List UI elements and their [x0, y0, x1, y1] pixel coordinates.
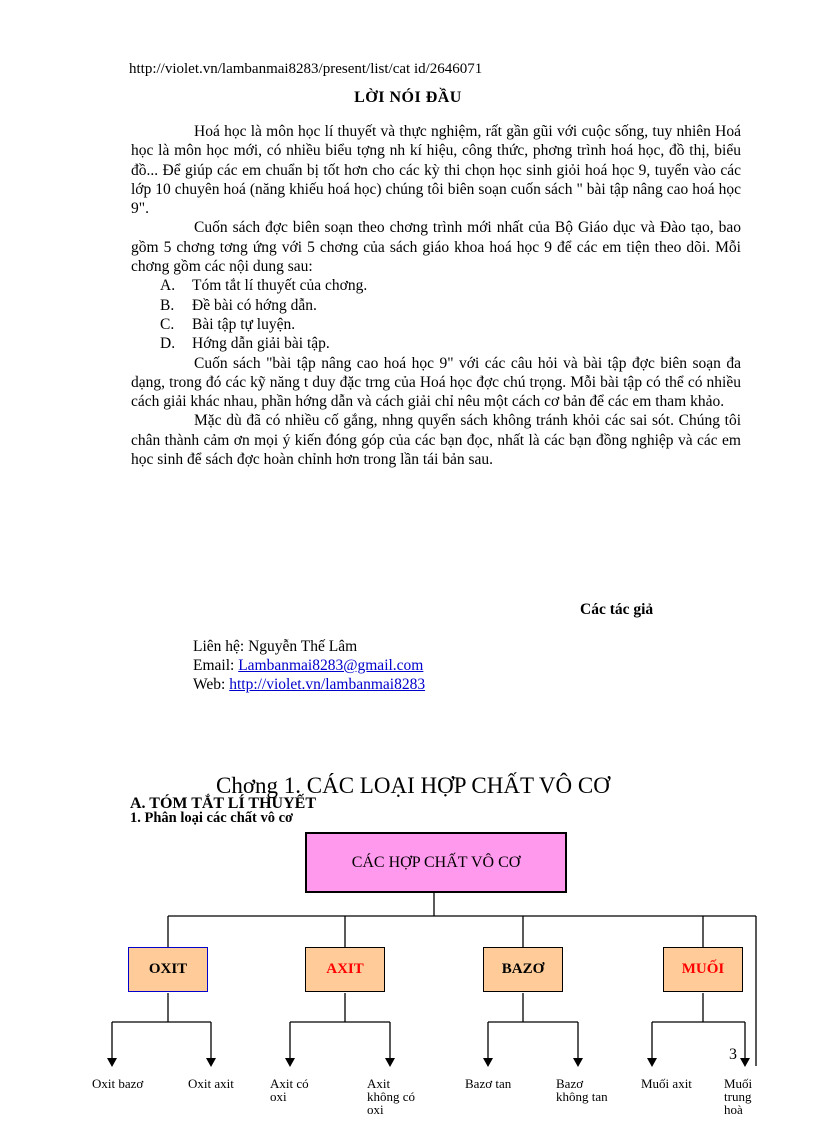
category-box-oxit: OXIT: [128, 947, 208, 992]
email-link[interactable]: Lambanmai8283@gmail.com: [238, 657, 424, 674]
page-number: 3: [729, 1046, 737, 1063]
leaf-label: Muối trung hoà: [724, 1076, 753, 1117]
list-text: Hớng dẫn giải bài tập.: [192, 335, 330, 353]
web-link[interactable]: http://violet.vn/lambanmai8283: [229, 676, 426, 693]
page-title: LỜI NÓI ĐẦU: [354, 89, 462, 106]
contact-name: Liên hệ: Nguyễn Thế Lâm: [193, 638, 358, 655]
leaf-label: Axit không có oxi: [367, 1076, 416, 1117]
chapter-title: Chơng 1. CÁC LOẠI HỢP CHẤT VÔ CƠ: [216, 773, 610, 798]
leaf-label: Muối axit: [641, 1076, 692, 1091]
list-marker: B.: [160, 296, 175, 314]
header-url: http://violet.vn/lambanmai8283/present/list/cat id/2646071: [129, 61, 483, 77]
paragraph: Cuốn sách đợc biên soạn theo chơng trình mới nhất của Bộ Giáo dục và Đào tạo, bao gồm 5 chơng tơng ứng với 5 chơng của sách giáo khoa hoá học 9 để các em tiện theo dõi. Mỗi chơng gồm các nội dung sau:: [131, 219, 741, 276]
list-text: Tóm tắt lí thuyết của chơng.: [192, 277, 368, 295]
section-heading-a: A. TÓM TẮT LÍ THUYẾT: [130, 795, 316, 812]
list-marker: A.: [160, 277, 176, 295]
leaf-label: Oxit axit: [188, 1076, 234, 1091]
section-heading-1: 1. Phân loại các chất vô cơ: [130, 810, 294, 826]
category-box-muoi: MUỐI: [663, 947, 743, 992]
list-marker: C.: [160, 315, 175, 333]
paragraph: Cuốn sách "bài tập nâng cao hoá học 9" với các câu hỏi và bài tập đợc biên soạn đa dạng, trong đó các kỹ năng t duy đặc trng của Hoá học đợc chú trọng. Mỗi bài tập có thể có nhiều cách giải khác nhau, phần hớng dẫn và cách giải chỉ nêu một cách cơ bản để các em tham khảo.: [131, 354, 741, 411]
authors-signature: Các tác giả: [580, 601, 654, 618]
email-label: Email:: [193, 657, 239, 674]
list-marker: D.: [160, 335, 176, 353]
web-label: Web:: [193, 676, 230, 693]
leaf-label: Bazơ tan: [465, 1076, 512, 1091]
list-text: Đề bài có hớng dẫn.: [192, 296, 317, 314]
leaf-label: Oxit bazơ: [92, 1076, 144, 1091]
paragraph: Mặc dù đã có nhiều cố gắng, nhng quyển sách không tránh khỏi các sai sót. Chúng tôi chân thành cảm ơn mọi ý kiến đóng góp của các bạn đọc, nhất là các bạn đồng nghiệp và các em học sinh để sách đợc hoàn chỉnh hơn trong lần tái bản sau.: [131, 412, 741, 469]
list-text: Bài tập tự luyện.: [192, 315, 296, 333]
leaf-label: Bazơ không tan: [556, 1076, 608, 1104]
category-box-axit: AXIT: [305, 947, 385, 992]
diagram-root-box: CÁC HỢP CHẤT VÔ CƠ: [305, 832, 567, 893]
paragraph: Hoá học là môn học lí thuyết và thực nghiệm, rất gần gũi với cuộc sống, tuy nhiên Hoá học là môn học mới, có nhiều biểu tợng nh kí hiệu, công thức, phơng trình hoá học, đồ thị, biểu đồ... Để giúp các em chuẩn bị tốt hơn cho các kỳ thi chọn học sinh giỏi hoá học 9, tuyển vào các lớp 10 chuyên hoá (năng khiếu hoá học) chúng tôi biên soạn cuốn sách " bài tập nâng cao hoá học 9".: [131, 123, 741, 218]
category-box-bazo: BAZƠ: [483, 947, 563, 992]
leaf-label: Axit có oxi: [270, 1076, 309, 1104]
